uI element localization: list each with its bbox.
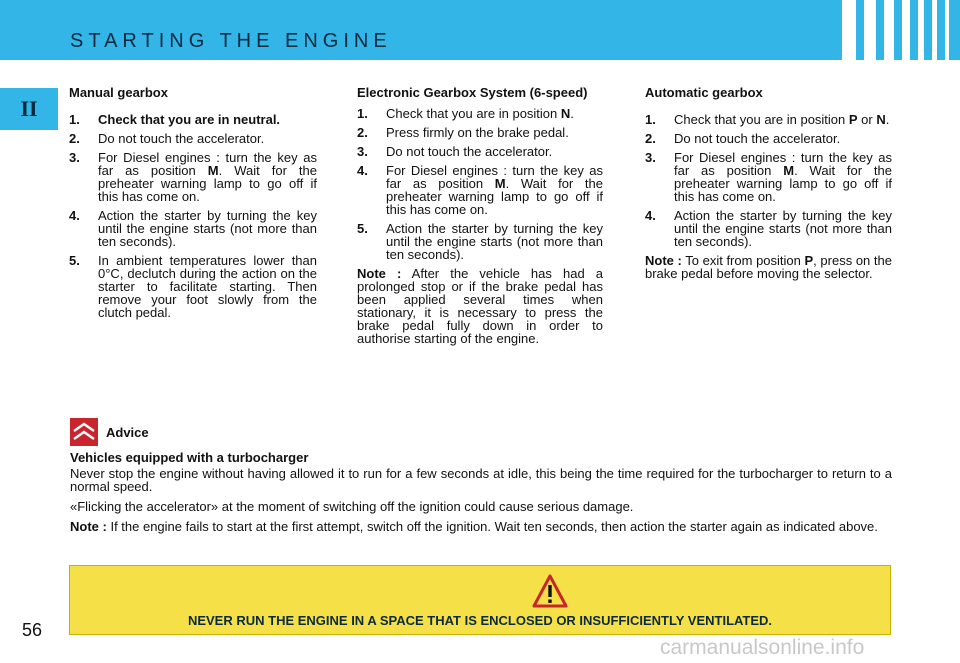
advice-paragraph: Never stop the engine without having allowed it to run for a few seconds at idle, this being the time required for the turbocharger to return to a normal speed. [70, 466, 892, 494]
automatic-note: Note : To exit from position P, press on the brake pedal before moving the selector. [645, 253, 892, 281]
egs-section [357, 86, 603, 345]
list-item: 3. For Diesel engines : turn the key as far as position M. Wait for the preheater warning lamp to go off if this has come on. [69, 150, 317, 204]
list-item: 4. For Diesel engines : turn the key as far as position M. Wait for the preheater warning lamp to go off if this has come on. [357, 163, 603, 217]
egs-heading: Electronic Gearbox System (6-speed) [357, 85, 588, 100]
header-bar [0, 0, 960, 60]
chapter-tab: II [0, 88, 58, 130]
citroen-logo-icon [70, 418, 98, 446]
advice-title: Advice [106, 424, 149, 440]
page-title: STARTING THE ENGINE [70, 30, 392, 52]
advice-note: Note : If the engine fails to start at the first attempt, switch off the ignition. Wait ten seconds, then action the starter again as indicated above. [70, 519, 878, 534]
list-item: 1. Check that you are in position N. [357, 106, 574, 121]
list-item: 5. In ambient temperatures lower than 0°C, declutch during the action on the starter to facilitate starting. Then remove your foot slowly from the clutch pedal. [69, 253, 317, 320]
list-item: 1. Check that you are in position P or N. [645, 112, 890, 127]
automatic-gearbox-section [645, 86, 892, 280]
list-item: 3. For Diesel engines : turn the key as far as position M. Wait for the preheater warning lamp to go off if this has come on. [645, 150, 892, 204]
list-item: 4. Action the starter by turning the key until the engine starts (not more than ten seconds). [69, 208, 317, 249]
advice-paragraph: «Flicking the accelerator» at the moment of switching off the ignition could cause serious damage. [70, 499, 634, 514]
warning-box [69, 565, 891, 635]
manual-heading: Manual gearbox [69, 85, 168, 100]
automatic-heading: Automatic gearbox [645, 85, 763, 100]
list-item: 1. Check that you are in neutral. [69, 112, 281, 127]
watermark: carmanualsonline.info [660, 636, 865, 659]
list-item: 4. Action the starter by turning the key until the engine starts (not more than ten seconds). [645, 208, 892, 249]
warning-triangle-icon [532, 574, 568, 608]
warning-text: NEVER RUN THE ENGINE IN A SPACE THAT IS ENCLOSED OR INSUFFICIENTLY VENTILATED. [187, 613, 773, 628]
list-item: 3. Do not touch the accelerator. [357, 144, 553, 159]
list-item: 2. Do not touch the accelerator. [645, 131, 841, 146]
list-item: 2. Press firmly on the brake pedal. [357, 125, 569, 140]
egs-note: Note : After the vehicle has had a prolonged stop or if the brake pedal has been applied several times when stationary, it is necessary to press the brake pedal fully down in order to authorise starting of the engine. [357, 266, 603, 346]
advice-header [70, 418, 892, 446]
list-item: 2. Do not touch the accelerator. [69, 131, 265, 146]
advice-subheading: Vehicles equipped with a turbocharger [70, 450, 309, 465]
page-number: 56 [22, 620, 43, 640]
manual-gearbox-section [69, 86, 317, 325]
list-item: 5. Action the starter by turning the key until the engine starts (not more than ten seconds). [357, 221, 603, 262]
advice-section [70, 418, 892, 540]
